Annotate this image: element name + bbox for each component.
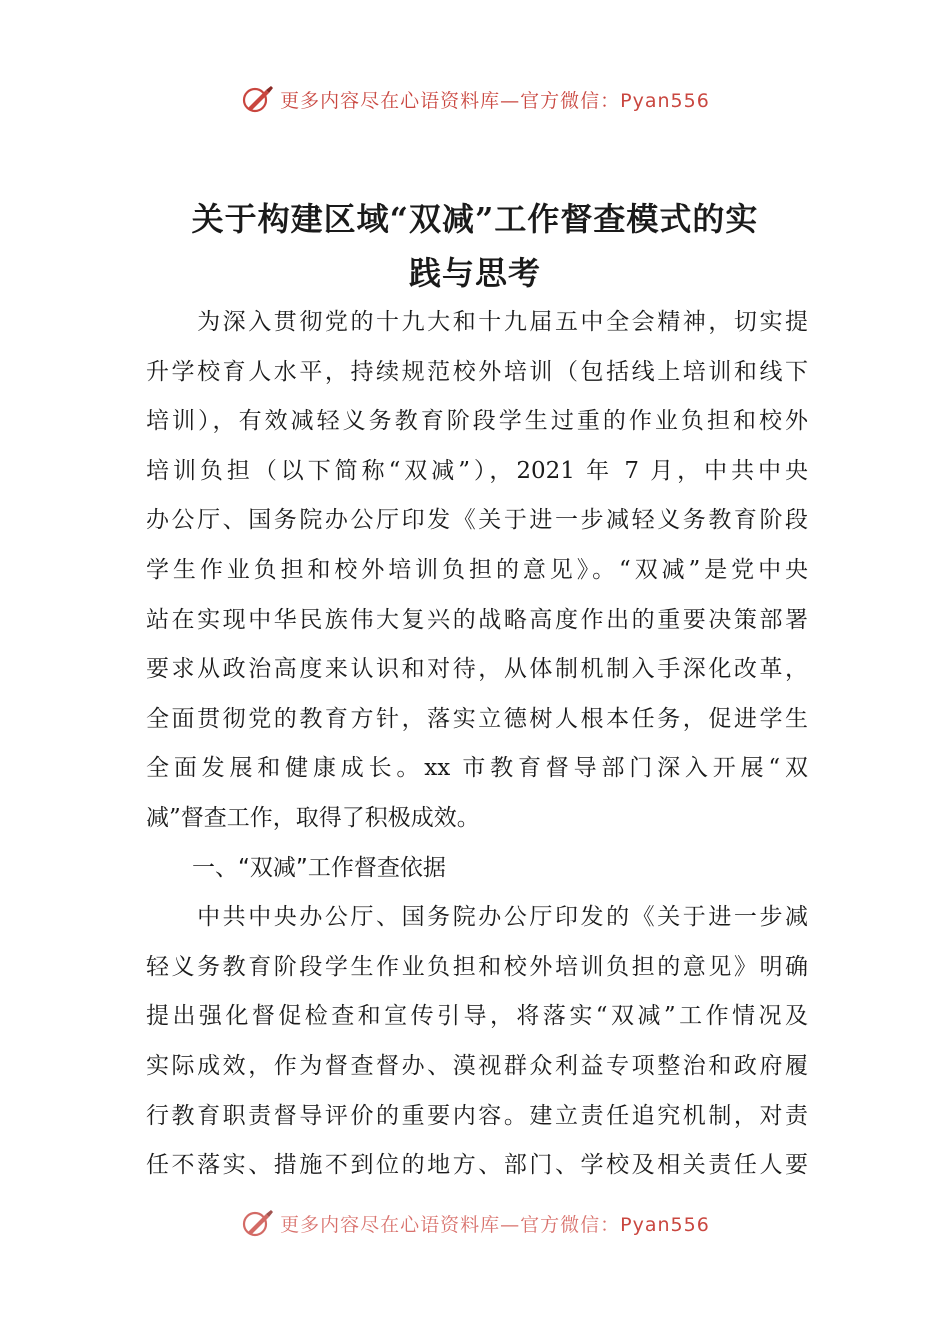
text-line: 办公厅、国务院办公厅印发《关于进一步减轻义务教育阶段: [146, 507, 808, 534]
text-line: 培训负担（以下简称“双减”），2021 年 7 月，中共中央: [146, 457, 808, 484]
text-line: 中共中央办公厅、国务院办公厅印发的《关于进一步减: [146, 904, 808, 931]
text-line: 全面贯彻党的教育方针，落实立德树人根本任务，促进学生: [146, 705, 808, 732]
footer-watermark-banner: [0, 1208, 950, 1238]
paragraph-basis: [146, 893, 808, 1191]
text-line: 要求从政治高度来认识和对待，从体制机制入手深化改革，: [146, 656, 808, 683]
header-watermark-banner: [0, 84, 950, 114]
text-line: 站在实现中华民族伟大复兴的战略高度作出的重要决策部署: [146, 606, 808, 633]
banner-text: 更多内容尽在心语资料库—官方微信：Pyan556: [280, 1213, 710, 1236]
pen-logo-icon: [240, 84, 274, 114]
section-heading: 一、“双减”工作督查依据: [146, 854, 446, 881]
text-line: 减”督查工作，取得了积极成效。: [146, 804, 480, 831]
paragraph-intro: [146, 298, 808, 844]
text-line: 学生作业负担和校外培训负担的意见》。“双减”是党中央: [146, 556, 808, 583]
text-line: 培训），有效减轻义务教育阶段学生过重的作业负担和校外: [146, 408, 808, 435]
pen-logo-icon: [240, 1208, 274, 1238]
document-title: [140, 192, 810, 300]
title-line: 践与思考: [408, 254, 541, 292]
text-line: 提出强化督促检查和宣传引导，将落实“双减”工作情况及: [146, 1003, 808, 1030]
text-line: 升学校育人水平，持续规范校外培训（包括线上培训和线下: [146, 358, 808, 385]
text-line: 全面发展和健康成长。xx 市教育督导部门深入开展“双: [146, 755, 808, 782]
banner-text: 更多内容尽在心语资料库—官方微信：Pyan556: [280, 89, 710, 112]
text-line: 轻义务教育阶段学生作业负担和校外培训负担的意见》明确: [146, 953, 808, 980]
text-line: 实际成效，作为督查督办、漠视群众利益专项整治和政府履: [146, 1052, 808, 1079]
text-line: 行教育职责督导评价的重要内容。建立责任追究机制，对责: [146, 1102, 808, 1129]
title-line: 关于构建区域“双减”工作督查模式的实: [191, 200, 759, 238]
document-body: [146, 298, 808, 1191]
text-line: 任不落实、措施不到位的地方、部门、学校及相关责任人要: [146, 1152, 808, 1179]
text-line: 为深入贯彻党的十九大和十九届五中全会精神，切实提: [146, 309, 808, 335]
